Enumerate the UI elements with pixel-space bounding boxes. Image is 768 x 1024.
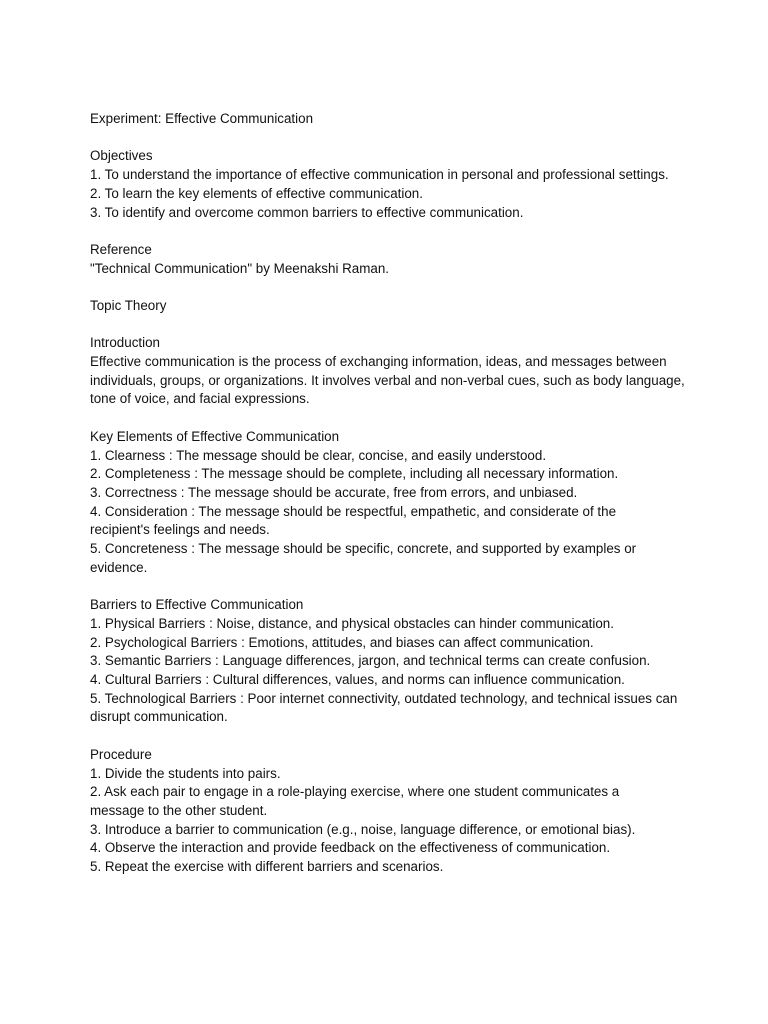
procedure-item: 1. Divide the students into pairs. — [90, 765, 281, 781]
objective-item: 1. To understand the importance of effective communication in personal and professional settings. — [90, 167, 669, 183]
procedure-heading: Procedure — [90, 746, 152, 762]
key-element-item: 3. Correctness : The message should be accurate, free from errors, and unbiased. — [90, 484, 578, 500]
barrier-item: 3. Semantic Barriers : Language differences, jargon, and technical terms can create confusion. — [90, 653, 651, 669]
introduction-text: Effective communication is the process of exchanging information, ideas, and messages between individuals, groups, or organizations. It involves verbal and non-verbal cues, such as body language, tone of voice, and facial expressions. — [90, 354, 685, 407]
barriers-heading: Barriers to Effective Communication — [90, 597, 304, 613]
document-title: Experiment: Effective Communication — [90, 111, 314, 126]
key-elements-heading: Key Elements of Effective Communication — [90, 428, 340, 444]
procedure-item: 3. Introduce a barrier to communication (e.g., noise, language difference, or emotional bias). — [90, 821, 636, 837]
procedure-item: 5. Repeat the exercise with different barriers and scenarios. — [90, 859, 444, 875]
topic-theory-heading: Topic Theory — [90, 297, 167, 313]
key-element-item: 4. Consideration : The message should be respectful, empathetic, and considerate of the recipient's feelings and needs. — [90, 503, 617, 538]
barrier-item: 4. Cultural Barriers : Cultural differences, values, and norms can influence communication. — [90, 672, 625, 687]
barrier-item: 2. Psychological Barriers : Emotions, attitudes, and biases can affect communication. — [90, 634, 594, 650]
objective-item: 3. To identify and overcome common barriers to effective communication. — [90, 204, 524, 220]
key-element-item: 1. Clearness : The message should be clear, concise, and easily understood. — [90, 447, 547, 463]
reference-heading: Reference — [90, 241, 152, 257]
barrier-item: 1. Physical Barriers : Noise, distance, and physical obstacles can hinder communication. — [90, 615, 614, 631]
key-element-item: 2. Completeness : The message should be complete, including all necessary information. — [90, 466, 619, 482]
barrier-item: 5. Technological Barriers : Poor internet connectivity, outdated technology, and technical issues can disrupt communication. — [90, 690, 678, 725]
key-element-item: 5. Concreteness : The message should be specific, concrete, and supported by examples or evidence. — [90, 541, 637, 575]
procedure-item: 4. Observe the interaction and provide feedback on the effectiveness of communication. — [90, 840, 611, 856]
reference-text: "Technical Communication" by Meenakshi Raman. — [90, 260, 390, 276]
objective-item: 2. To learn the key elements of effective communication. — [90, 185, 423, 201]
introduction-heading: Introduction — [90, 335, 160, 351]
procedure-item: 2. Ask each pair to engage in a role-playing exercise, where one student communicates a message to the other student. — [90, 784, 620, 818]
objectives-heading: Objectives — [90, 148, 153, 164]
